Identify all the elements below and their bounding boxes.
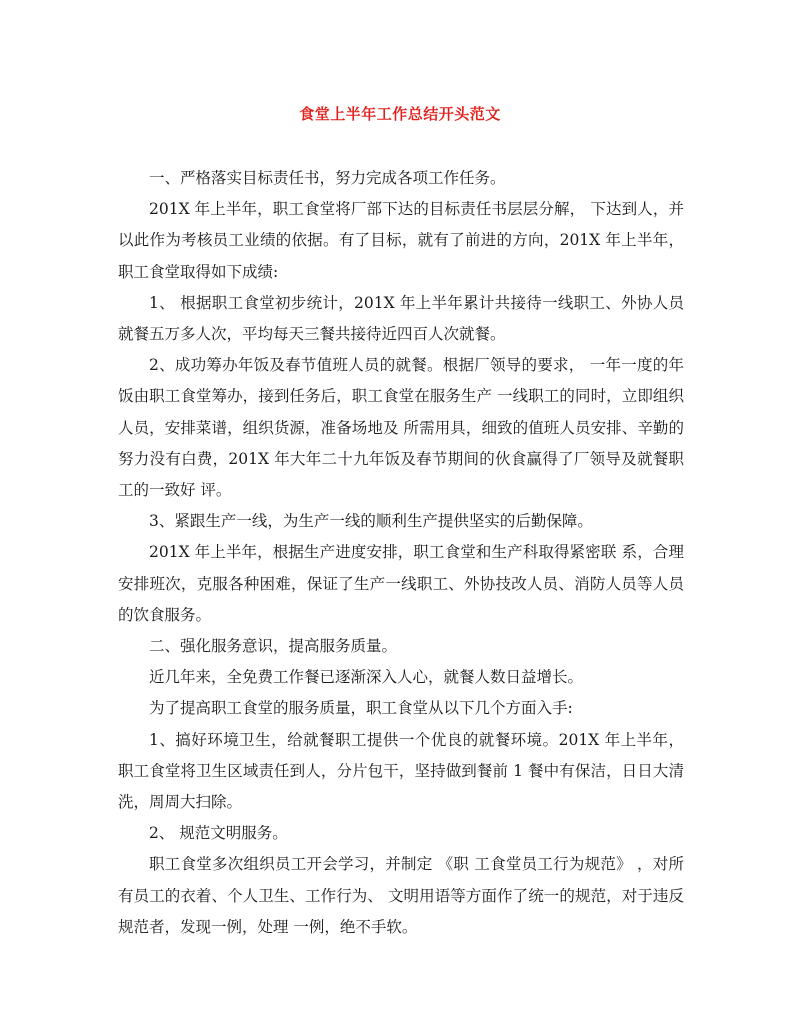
paragraph: 3、紧跟生产一线，为生产一线的顺利生产提供坚实的后勤保障。 — [149, 512, 593, 531]
paragraph: 1、 根据职工食堂初步统计，201X 年上半年累计共接待一线职工、外协人员就餐五万多人次，平均每天三餐共接待近四百人次就餐。 — [118, 293, 684, 344]
paragraph: 近几年来，全免费工作餐已逐渐深入人心，就餐人数日益增长。 — [149, 668, 584, 687]
paragraph: 为了提高职工食堂的服务质量，职工食堂从以下几个方面入手: — [149, 699, 573, 718]
paragraph-section-1-heading: 一、严格落实目标责任书，努力完成各项工作任务。 — [149, 169, 506, 187]
paragraph: 2、 规范文明服务。 — [149, 824, 288, 843]
paragraph: 201X 年上半年，根据生产进度安排，职工食堂和生产科取得紧密联 系，合理安排班次，克服各种困难，保证了生产一线职工、外协技改人员、消防人员等人员的饮食服务。 — [118, 543, 684, 624]
paragraph-section-2-heading: 二、强化服务意识，提高服务质量。 — [149, 637, 398, 656]
document-title: 食堂上半年工作总结开头范文 — [299, 105, 501, 123]
paragraph: 2、成功筹办年饭及春节值班人员的就餐。根据厂领导的要求， 一年一度的年饭由职工食堂筹办，接到任务后，职工食堂在服务生产 一线职工的同时，立即组织人员，安排菜谱，组织货源，准备场地及 所需用具，细致的值班人员安排、辛勤的努力没有白费，201X 年大年二十九年饭及春节期间的伙食赢得了厂领导及就餐职工的一致好 评。 — [118, 356, 684, 500]
paragraph: 职工食堂多次组织员工开会学习，并制定 《职 工食堂员工行为规范》 ，对所有员工的衣着、个人卫生、工作行为、 文明用语等方面作了统一的规范，对于违反规范者，发现一例，处理 一例，绝不手软。 — [118, 855, 684, 936]
document-body — [118, 163, 684, 943]
paragraph: 201X 年上半年，职工食堂将厂部下达的目标责任书层层分解， 下达到人，并以此作为考核员工业绩的依据。有了目标，就有了前进的方向，201X 年上半年，职工食堂取得如下成绩: — [118, 200, 684, 281]
paragraph: 1、搞好环境卫生，给就餐职工提供一个优良的就餐环境。201X 年上半年，职工食堂将卫生区域责任到人，分片包干，坚持做到餐前 1 餐中有保洁，日日大清洗，周周大扫除。 — [118, 730, 684, 812]
